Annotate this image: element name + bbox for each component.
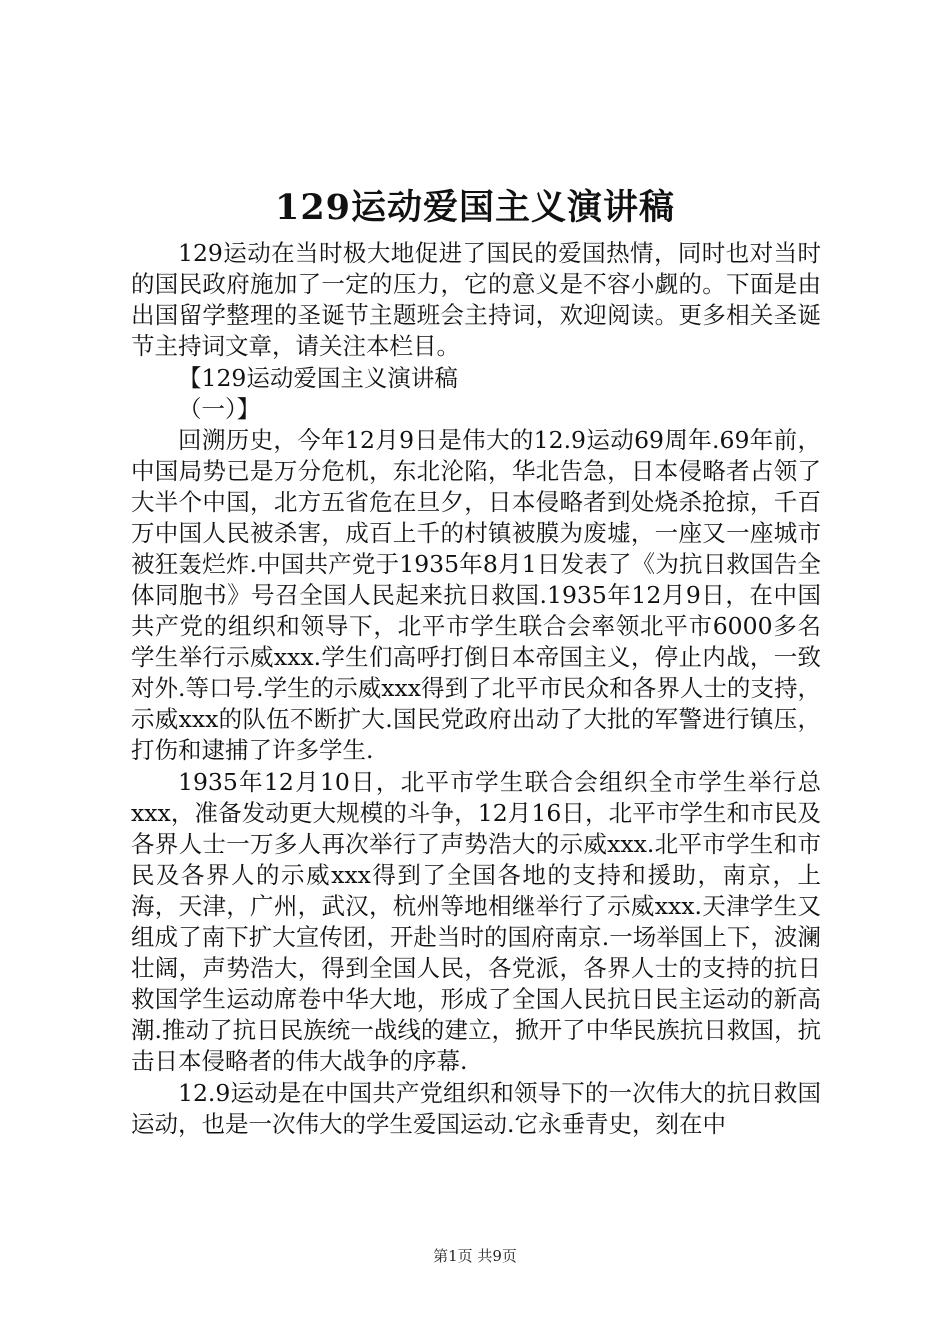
intro-paragraph: 129运动在当时极大地促进了国民的爱国热情，同时也对当时的国民政府施加了一定的压力，它的意义是不容小觑的。下面是由出国留学整理的圣诞节主题班会主持词，欢迎阅读。更多相关圣诞节主持词文章，请关注本栏目。	[131, 239, 821, 360]
document-body	[131, 238, 821, 1141]
body-paragraph-2: 1935年12月10日，北平市学生联合会组织全市学生举行总xxx，准备发动更大规模的斗争，12月16日，北平市学生和市民及各界人士一万多人再次举行了声势浩大的示威xxx.北平市学生和市民及各界人的示威xxx得到了全国各地的支持和援助，南京，上海，天津，广州，武汉，杭州等地相继举行了示威xxx.天津学生又组成了南下扩大宣传团，开赴当时的国府南京.一场举国上下，波澜壮阔，声势浩大，得到全国人民，各党派，各界人士的支持的抗日救国学生运动席卷中华大地，形成了全国人民抗日民主运动的新高潮.推动了抗日民族统一战线的建立，掀开了中华民族抗日救国，抗击日本侵略者的伟大战争的序幕.	[131, 768, 821, 1075]
document-title: 129运动爱国主义演讲稿	[274, 187, 676, 228]
section-heading-line-2: （一）】	[178, 395, 261, 423]
body-paragraph-1: 回溯历史，今年12月9日是伟大的12.9运动69周年.69年前，中国局势已是万分危机，东北沦陷，华北告急，日本侵略者占领了大半个中国，北方五省危在旦夕，日本侵略者到处烧杀抢掠，千百万中国人民被杀害，成百上千的村镇被膜为废墟，一座又一座城市被狂轰烂炸.中国共产党于1935年8月1日发表了《为抗日救国告全体同胞书》号召全国人民起来抗日救国.1935年12月9日，在中国共产党的组织和领导下，北平市学生联合会率领北平市6000多名学生举行示威xxx.学生们高呼打倒日本帝国主义，停止内战，一致对外.等口号.学生的示威xxx得到了北平市民众和各界人士的支持，示威xxx的队伍不断扩大.国民党政府出动了大批的军警进行镇压，打伤和逮捕了许多学生.	[131, 426, 821, 764]
page-number-footer: 第1页 共9页	[433, 1247, 517, 1265]
body-paragraph-3: 12.9运动是在中国共产党组织和领导下的一次伟大的抗日救国运动，也是一次伟大的学生爱国运动.它永垂青史，刻在中	[131, 1079, 821, 1138]
section-heading-line-1: 【129运动爱国主义演讲稿	[178, 364, 458, 392]
